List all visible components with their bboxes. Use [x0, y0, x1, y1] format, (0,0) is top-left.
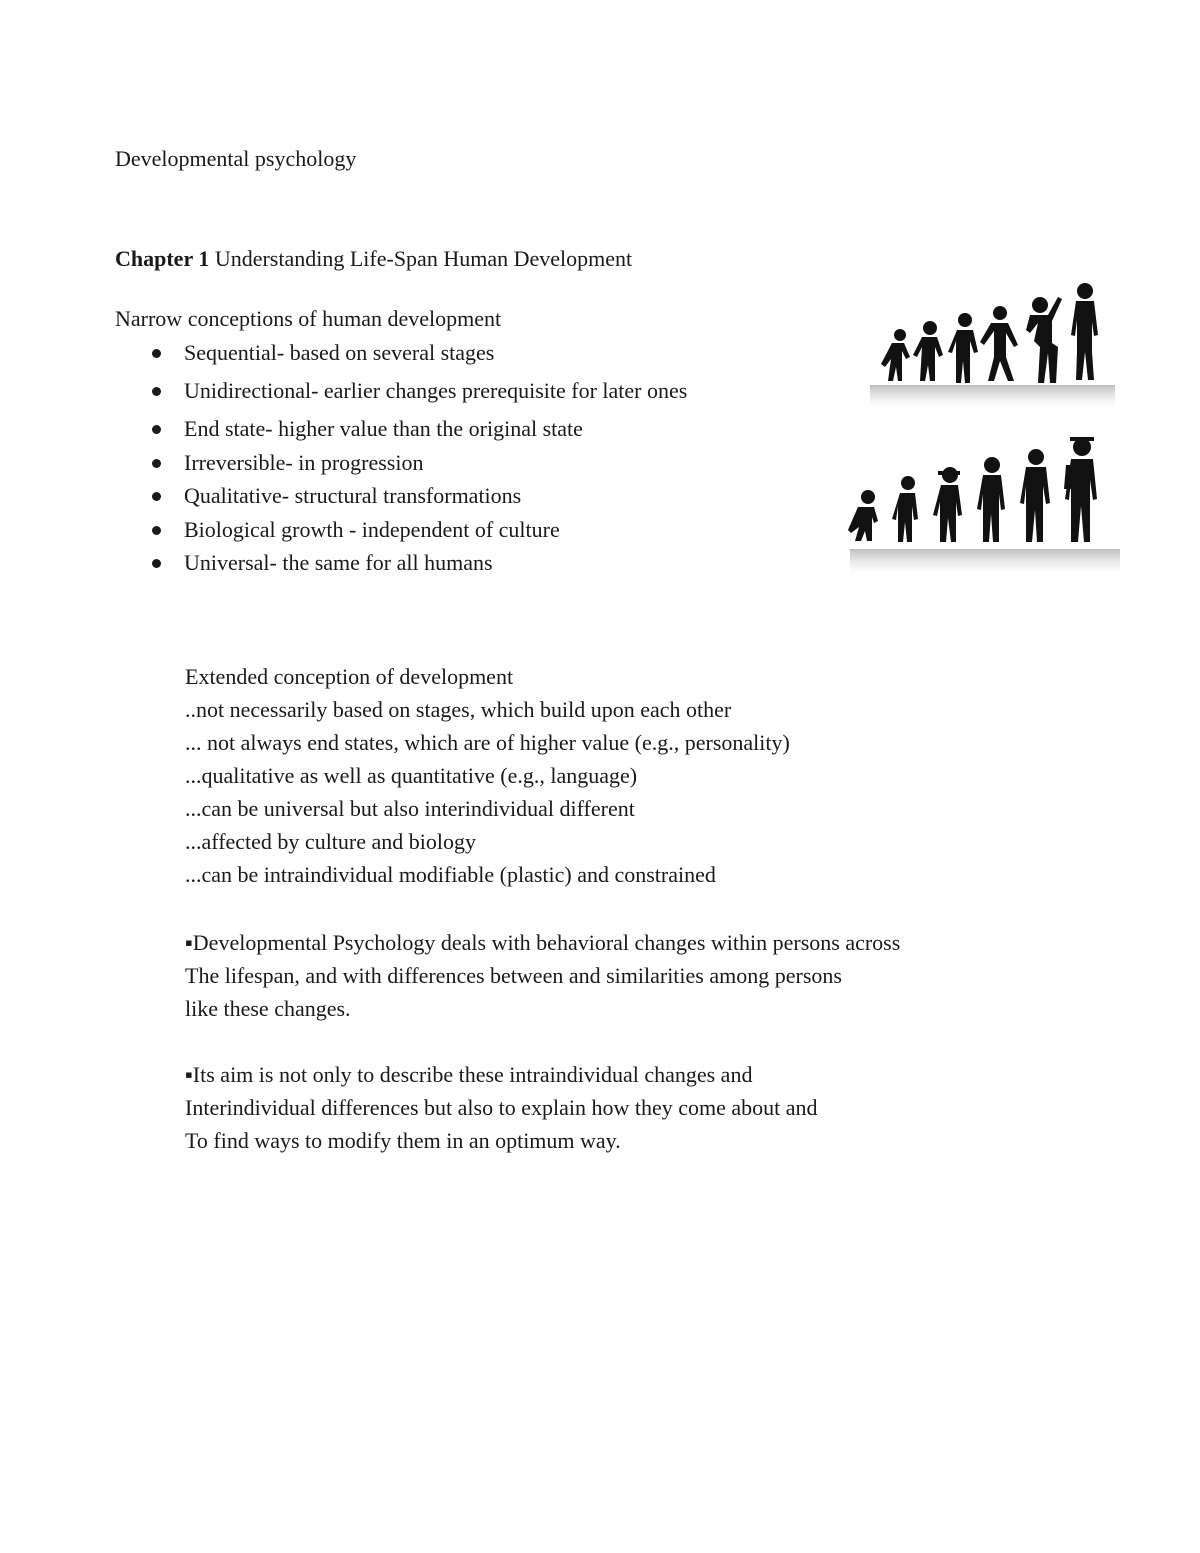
bullet-icon [152, 349, 161, 358]
text-line: ... not always end states, which are of higher value (e.g., personality) [185, 730, 790, 755]
bullet-icon [152, 526, 161, 535]
narrow-conceptions-heading: Narrow conceptions of human development [115, 306, 502, 331]
extended-conception-heading: Extended conception of development [185, 664, 514, 689]
text-line: ...affected by culture and biology [185, 829, 476, 854]
list-item: Universal- the same for all humans [150, 550, 687, 576]
human-growth-silhouettes-icon [840, 275, 1130, 575]
text-line: ▪Its aim is not only to describe these intraindividual changes and [185, 1062, 753, 1087]
aim-paragraph [185, 1058, 818, 1157]
chapter-heading [115, 246, 632, 272]
list-item: Unidirectional- earlier changes prerequisite for later ones [150, 378, 687, 404]
extended-conception-section [185, 660, 790, 891]
list-item: Qualitative- structural transformations [150, 483, 687, 509]
text-line: ..not necessarily based on stages, which build upon each other [185, 697, 732, 722]
narrow-conceptions-list [150, 340, 687, 576]
text-line: like these changes. [185, 996, 351, 1021]
text-line: To find ways to modify them in an optimum way. [185, 1128, 621, 1153]
text-line: ...can be intraindividual modifiable (plastic) and constrained [185, 862, 716, 887]
list-item: Irreversible- in progression [150, 450, 687, 476]
text-line: ...qualitative as well as quantitative (e.g., language) [185, 763, 638, 788]
bullet-icon [152, 425, 161, 434]
text-line: Interindividual differences but also to explain how they come about and [185, 1095, 818, 1120]
text-line: ▪Developmental Psychology deals with behavioral changes within persons across [185, 930, 901, 955]
bullet-icon [152, 459, 161, 468]
chapter-label: Chapter 1 [115, 246, 210, 271]
bullet-icon [152, 559, 161, 568]
definition-paragraph [185, 926, 900, 1025]
list-item: Sequential- based on several stages [150, 340, 687, 366]
list-item: End state- higher value than the original state [150, 416, 687, 442]
bullet-icon [152, 387, 161, 396]
list-item: Biological growth - independent of culture [150, 517, 687, 543]
document-title: Developmental psychology [115, 146, 357, 171]
bullet-icon [152, 492, 161, 501]
text-line: ...can be universal but also interindividual different [185, 796, 635, 821]
text-line: The lifespan, and with differences between and similarities among persons [185, 963, 842, 988]
chapter-title: Understanding Life-Span Human Development [214, 246, 633, 271]
